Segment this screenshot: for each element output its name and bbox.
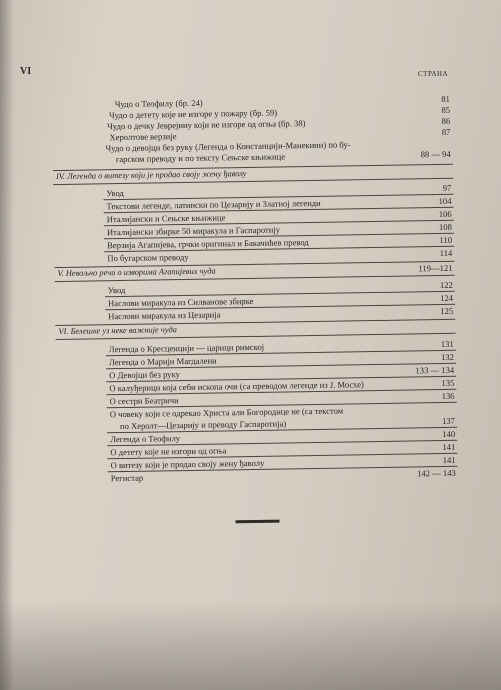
toc-entry-page: 141 xyxy=(442,454,456,465)
toc-entry: О Девојци без руку xyxy=(109,369,180,381)
toc-entry-page: 132 xyxy=(440,351,454,363)
toc-entry-page: 85 xyxy=(441,104,451,115)
section-rule xyxy=(53,164,453,171)
toc-entry-page: 114 xyxy=(439,247,453,259)
toc-entry: Италијански и Сењске књижице xyxy=(106,212,226,225)
toc-entry-page: 87 xyxy=(441,126,451,137)
toc-entry-page: 86 xyxy=(441,115,451,126)
toc-entry-page: 104 xyxy=(438,195,452,207)
toc-entry: Чудо о Теофилу (бр. 24) xyxy=(114,97,203,110)
toc-entry: Легенда о Теофилу xyxy=(110,433,181,445)
toc-entry: Увод xyxy=(106,187,124,199)
section-title: IV. Легенда о витезу који је продао своју жену ђаволу xyxy=(55,169,247,182)
toc-entry: О детету које не изгори од огња xyxy=(110,445,227,458)
toc-entry: Легенда о Кресценцији — царици римској xyxy=(108,341,265,355)
toc-entry: О калуђерици која себи ископа очи (са преводом легенде из Ј. Мосхе) xyxy=(109,379,364,394)
page-column-header: СТРАНА xyxy=(418,70,449,78)
section-page: 119—121 xyxy=(418,262,453,274)
toc-entry: Верзија Агапијева, грчки оригинал и Бакачићев превод xyxy=(107,237,309,251)
toc-entry-page: 136 xyxy=(441,390,455,402)
toc-entry-page: 97 xyxy=(442,182,452,193)
toc-entry: О витезу који је продао своју жену ђаволу xyxy=(110,457,265,471)
toc-entry-page: 140 xyxy=(442,428,456,439)
toc-entry-page: 135 xyxy=(441,377,455,389)
toc-entry: гарском преводу и по тексту Сењске књижице xyxy=(115,151,286,165)
toc-entry-page: 110 xyxy=(439,234,453,246)
toc-entry-page: 131 xyxy=(440,338,454,350)
toc-entry: Наслови миракула из Силванове збирке xyxy=(107,295,254,309)
toc-entry: Регистар xyxy=(110,472,144,484)
section-title: V. Невољно речи о изворима Агапијевих чуда xyxy=(57,266,216,279)
toc-entry: Легенда о Марији Магдалени xyxy=(108,355,217,368)
toc-entry-page: 124 xyxy=(440,292,454,304)
toc-entry: О сестри Беатричи xyxy=(109,395,179,407)
toc-entry: Чудо о дечку Јеврејину који не изгоре од огња (бр. 38) xyxy=(107,118,306,132)
toc-entry-page: 108 xyxy=(438,221,452,233)
toc-entry-page: 133 — 134 xyxy=(415,364,455,376)
toc-entry: Чудо о детету које не изгоре у пожару (бр. 59) xyxy=(109,107,278,121)
toc-entry: По бугарском преводу xyxy=(107,251,189,264)
toc-entry: Увод xyxy=(107,284,126,296)
toc-entry: Чудо о девојци без руку (Легенда о Констанцији-Манекини) по бу- xyxy=(105,139,351,154)
section-title: VI. Белешке уз неке важније чуда xyxy=(58,325,177,337)
toc-entry: О човеку који се одрекао Христа али Богородице не (са текстом xyxy=(109,405,344,420)
toc-entry-page: 125 xyxy=(440,305,454,317)
toc-entry-page: 142 — 143 xyxy=(416,467,456,479)
toc-entry-page: 141 xyxy=(442,441,456,452)
toc-entry: Италијански збирке 50 миракула и Гаспаротију xyxy=(106,224,281,238)
toc-entry-page: 137 xyxy=(441,415,456,426)
toc-entry-page: 81 xyxy=(441,93,450,104)
end-ornament xyxy=(235,520,279,524)
toc-entry: по Херолт—Цезарију и преводу Гаспаротија) xyxy=(119,418,287,432)
toc-entry: Текстови легенде, латински по Цезарију и Златној легенди xyxy=(106,197,321,212)
page-number: VI xyxy=(20,66,32,77)
toc-entry-page: 122 xyxy=(439,279,453,291)
toc-entry: Херолтове верзије xyxy=(109,131,177,143)
toc-entry-page: 106 xyxy=(438,208,452,220)
toc-entry-page: 88 — 94 xyxy=(420,148,451,160)
toc-entry: Наслови миракула из Цезарија xyxy=(108,309,221,322)
